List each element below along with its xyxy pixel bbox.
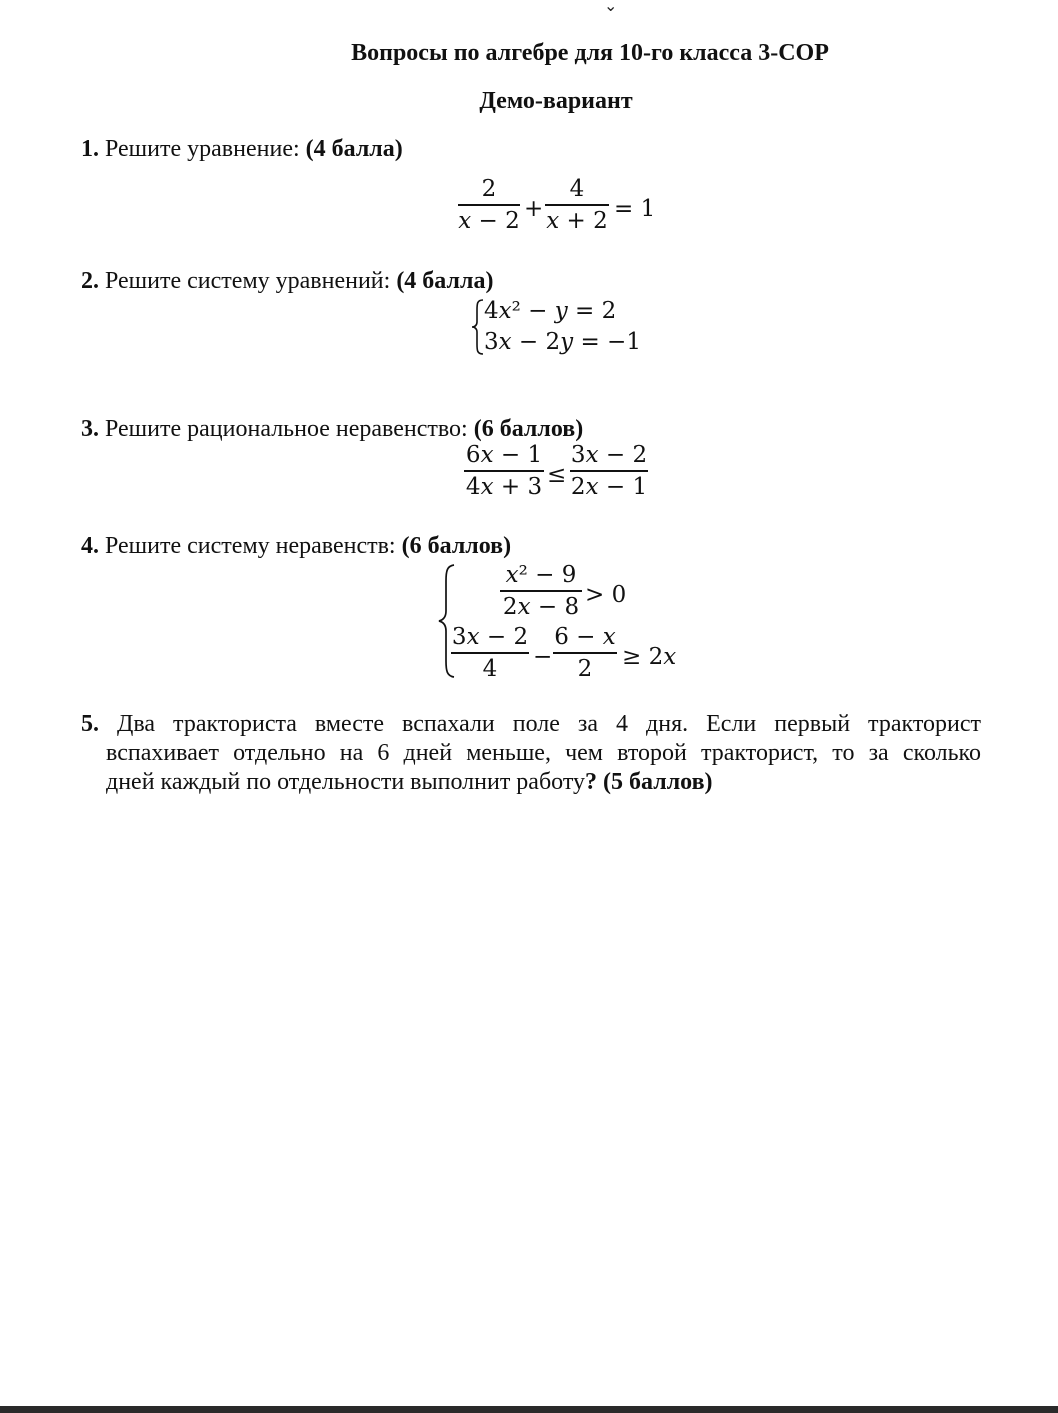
question-points: (6 баллов) xyxy=(473,416,584,442)
question-1 xyxy=(81,134,403,164)
denominator: x − 2 xyxy=(458,207,520,234)
question-5 xyxy=(81,710,981,797)
question-points: (4 балла) xyxy=(396,268,494,294)
system-line-2: 3x − 2y = −1 xyxy=(484,329,641,355)
question-text: дней каждый по отдельности выполнит работу xyxy=(106,769,586,795)
question-text: Решите рациональное неравенство: xyxy=(105,416,474,442)
question-number: 2. xyxy=(81,268,99,294)
fraction xyxy=(553,622,617,684)
fraction xyxy=(500,560,582,622)
chevron-down-icon: ⌄ xyxy=(604,0,618,15)
page-title: Вопросы по алгебре для 10-го класса 3-СОР xyxy=(351,40,829,66)
numerator: 2 xyxy=(481,176,497,202)
denominator: x + 2 xyxy=(546,207,608,234)
denominator: 2 xyxy=(577,655,593,682)
question-number: 1. xyxy=(81,136,99,162)
question-line xyxy=(81,768,981,797)
relation-1: > 0 xyxy=(585,582,627,608)
question-2 xyxy=(81,266,493,296)
denominator: 2x − 8 xyxy=(502,593,580,620)
plus-sign: + xyxy=(524,196,544,222)
numerator: 3x − 2 xyxy=(570,442,648,468)
equation-rhs: = 1 xyxy=(614,196,656,222)
numerator: 3x − 2 xyxy=(451,624,529,650)
page-subtitle: Демо-вариант xyxy=(479,88,633,114)
question-points: ? (5 баллов) xyxy=(585,769,713,795)
numerator: 6 − x xyxy=(554,624,616,650)
fraction xyxy=(451,622,529,684)
denominator: 4 xyxy=(482,655,498,682)
question-text: Решите уравнение: xyxy=(105,136,306,162)
question-4 xyxy=(81,531,511,561)
question-number: 4. xyxy=(81,533,99,559)
inequality-sign: ≤ xyxy=(547,462,567,488)
question-points: (6 баллов) xyxy=(401,533,512,559)
numerator: 6x − 1 xyxy=(465,442,543,468)
question-points: (4 балла) xyxy=(305,136,403,162)
question-text: Решите систему неравенств: xyxy=(105,533,402,559)
question-text: Два тракториста вместе вспахали поле за 4 дня. Если первый тракторист xyxy=(117,711,981,737)
numerator: 4 xyxy=(569,176,585,202)
minus-sign: − xyxy=(533,644,553,670)
fraction xyxy=(458,174,520,236)
relation-2: ≥ 2x xyxy=(622,644,677,670)
system-line-1: 4x² − y = 2 xyxy=(484,298,617,324)
fraction xyxy=(570,440,648,502)
question-text: вспахивает отдельно на 6 дней меньше, чем второй тракторист, то за сколько xyxy=(106,740,981,766)
denominator: 2x − 1 xyxy=(570,473,648,500)
question-line xyxy=(81,739,981,768)
fraction xyxy=(464,440,544,502)
denominator: 4x + 3 xyxy=(465,473,543,500)
question-line xyxy=(81,710,981,739)
numerator: x² − 9 xyxy=(505,562,577,588)
question-number: 5. xyxy=(81,711,99,737)
question-text: Решите систему уравнений: xyxy=(105,268,397,294)
fraction xyxy=(545,174,609,236)
question-number: 3. xyxy=(81,416,99,442)
bottom-border xyxy=(0,1406,1058,1413)
